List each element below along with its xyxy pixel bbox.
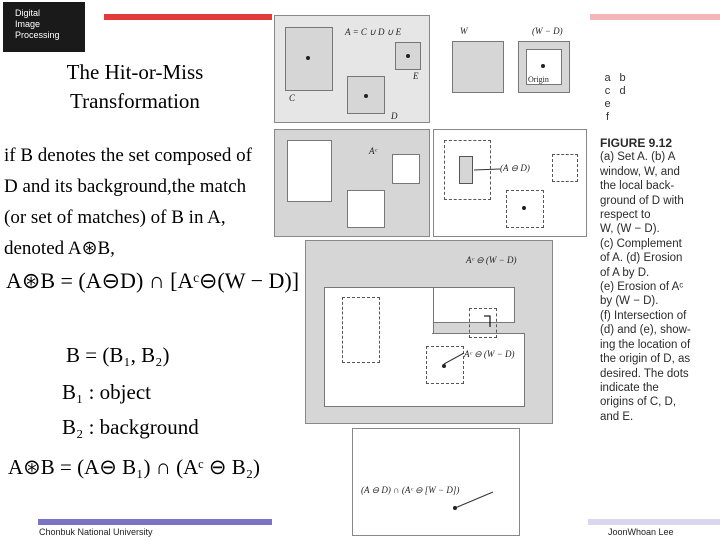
caption-line: ing the location of — [600, 338, 691, 351]
caption-line: and E. — [600, 410, 634, 423]
caption-heading: FIGURE 9.12 — [600, 136, 673, 150]
hole-e — [392, 154, 420, 184]
caption-line: (d) and (e), show- — [600, 324, 691, 337]
figure-panel-a — [274, 15, 430, 123]
figure-panel-d — [433, 129, 587, 237]
footer-university: Chonbuk National University — [39, 527, 153, 537]
grid-letter: e — [604, 98, 611, 110]
slide-title — [35, 58, 235, 116]
origin-e-dot — [406, 54, 410, 58]
label-e: E — [413, 71, 419, 81]
hole-c — [287, 140, 332, 202]
caption-line: of A by D. — [600, 266, 650, 279]
top-accent-bar — [104, 14, 272, 20]
caption-line: W, (W − D). — [600, 223, 660, 236]
equation-b2: B₂ : background — [62, 415, 199, 439]
label-complement: Aᶜ — [369, 146, 377, 156]
para-line: if B denotes the set composed of — [4, 145, 253, 166]
caption-line: the local back- — [600, 180, 675, 193]
grid-letter: d — [619, 85, 626, 97]
label-d: D — [391, 111, 398, 121]
bottom-accent-bar — [38, 519, 272, 525]
logo-line: Digital — [15, 8, 41, 18]
para-line: (or set of matches) of B in A, — [4, 207, 226, 228]
caption-line: window, W, and — [600, 165, 680, 178]
logo-line: Image — [15, 19, 41, 29]
grid-letter: a — [604, 72, 611, 84]
arrow-icon — [434, 130, 586, 236]
title-line: The Hit-or-Miss — [66, 60, 204, 84]
label-intersection: (A ⊖ D) ∩ (Aᶜ ⊖ [W − D]) — [361, 485, 460, 495]
equation-hit-or-miss-b: A⊛B = (A⊖ B₁) ∩ (Aᶜ ⊖ B₂) — [8, 455, 261, 479]
label-w-minus-d: (W − D) — [532, 26, 563, 36]
title-line: Transformation — [70, 89, 200, 113]
caption-line: by (W − D). — [600, 295, 659, 308]
caption-line: the origin of D, as — [600, 353, 691, 366]
figure-panel-b — [440, 15, 585, 121]
figure-panel-c — [274, 129, 430, 237]
caption-line: desired. The dots — [600, 367, 689, 380]
top-accent-bar-right — [590, 14, 720, 20]
window-origin-dot — [541, 64, 545, 68]
caption-line: (f) Intersection of — [600, 309, 687, 322]
origin-d-dot — [364, 94, 368, 98]
caption-line: origins of C, D, — [600, 396, 677, 409]
window-w — [452, 41, 504, 93]
definition-text — [4, 140, 279, 264]
figure-caption — [600, 136, 718, 424]
caption-line: (e) Erosion of Aᶜ — [600, 281, 684, 294]
label-w: W — [460, 26, 468, 36]
label-erosion-ac: Aᶜ ⊖ (W − D) — [466, 255, 517, 265]
final-origin-dot — [453, 506, 457, 510]
logo — [3, 2, 85, 52]
equation-hit-or-miss: A⊛B = (A⊖D) ∩ [Aᶜ⊖(W − D)] — [6, 268, 300, 293]
arrow-icon — [353, 429, 519, 535]
arrow-icon — [306, 241, 552, 423]
equation-b1: B₁ : object — [62, 380, 151, 404]
label-origin: Origin — [528, 75, 549, 84]
figure-panel-e — [305, 240, 553, 424]
equation-b-pair: B = (B₁, B₂) — [66, 343, 170, 367]
bottom-accent-bar-right — [588, 519, 720, 525]
grid-letter: f — [605, 111, 610, 123]
caption-line: of A. (d) Erosion — [600, 252, 683, 265]
logo-line: Processing — [15, 30, 60, 40]
label-c: C — [289, 93, 296, 103]
grid-letter: b — [619, 72, 626, 84]
label-erosion-ad: (A ⊖ D) — [500, 163, 530, 173]
grid-letter: c — [604, 85, 611, 97]
caption-line: indicate the — [600, 381, 659, 394]
caption-line: ground of D with — [600, 194, 684, 207]
label-erosion-ac-center: Aᶜ ⊖ (W − D) — [464, 349, 515, 359]
footer-author: JoonWhoan Lee — [608, 527, 674, 537]
origin-c-dot — [306, 56, 310, 60]
caption-line: (c) Complement — [600, 237, 682, 250]
figure-panel-f — [352, 428, 520, 536]
caption-line: (a) Set A. (b) A — [600, 151, 676, 164]
caption-line: respect to — [600, 209, 651, 222]
panel-letter-grid — [600, 72, 630, 124]
para-line: denoted A⊛B, — [4, 238, 115, 259]
para-line: D and its background,the match — [4, 176, 247, 197]
label-a-set: A = C ∪ D ∪ E — [345, 27, 402, 37]
hole-d — [347, 190, 385, 228]
